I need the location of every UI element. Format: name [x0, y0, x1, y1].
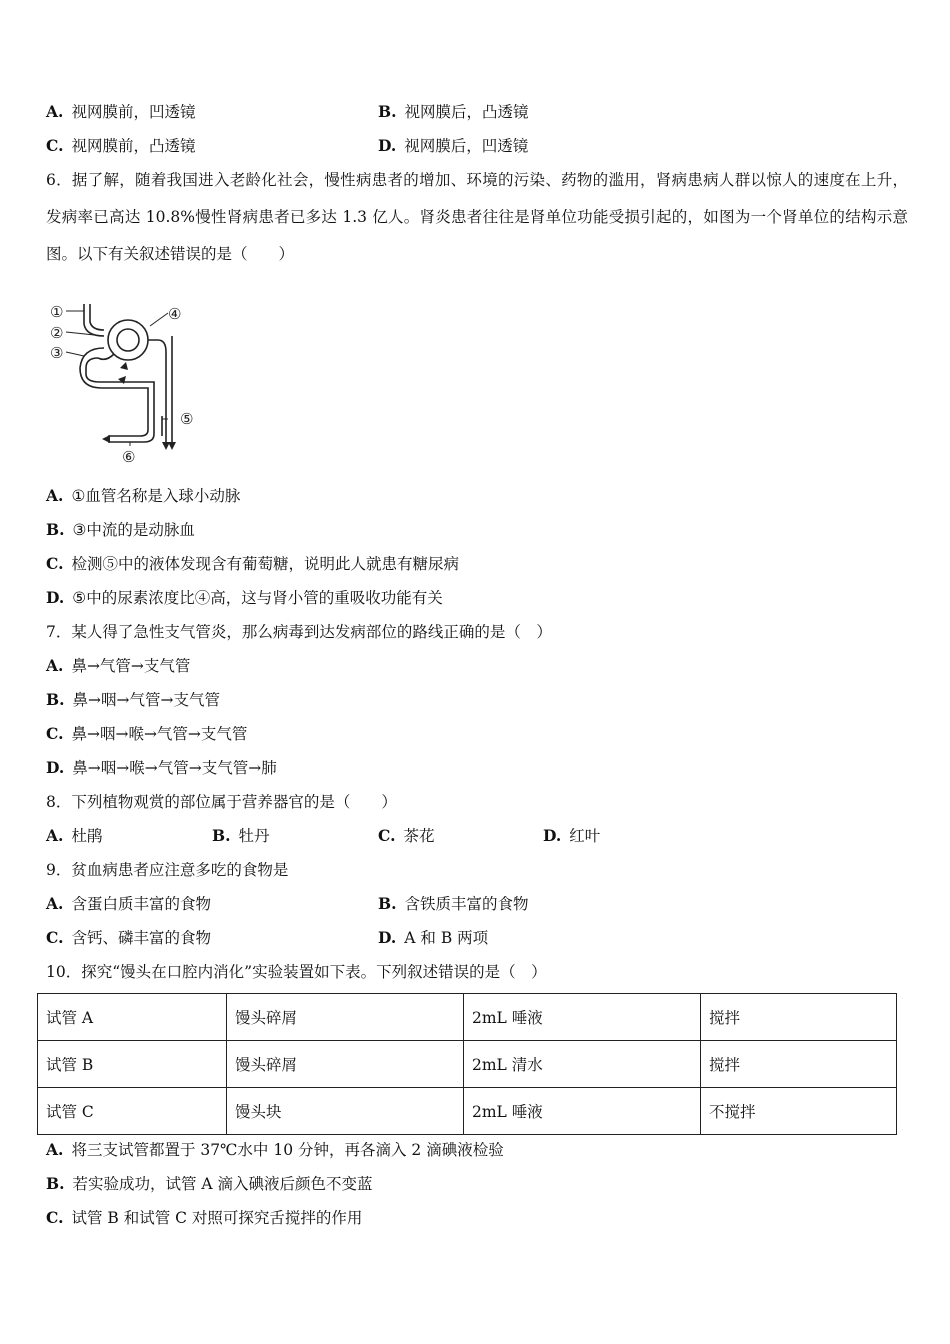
arrow-inner-icon: [120, 362, 128, 370]
table-cell: 不搅拌: [701, 1088, 897, 1135]
q9-option-c: C. 含钙、磷丰富的食物: [46, 928, 211, 947]
afferent-vessel-path: [84, 304, 104, 336]
q8-option-d: D. 红叶: [543, 826, 601, 845]
nephron-diagram: [46, 296, 218, 468]
q7-option-b: B. 鼻→咽→气管→支气管: [46, 690, 220, 709]
q7-option-d: D. 鼻→咽→喉→气管→支气管→肺: [46, 758, 277, 777]
q5-option-d: D. 视网膜后，凹透镜: [378, 136, 529, 155]
label-4: ④: [168, 305, 182, 323]
q8-option-a: A. 杜鹃: [46, 826, 103, 845]
table-cell: 馒头块: [227, 1088, 464, 1135]
arrow-left-icon: [102, 435, 110, 443]
q10-stem: 10．探究“馒头在口腔内消化”实验装置如下表。下列叙述错误的是（ ）: [46, 963, 547, 981]
q6-option-a: A. ①血管名称是入球小动脉: [46, 486, 241, 505]
label-1: ①: [50, 303, 64, 321]
q10-option-c: C. 试管 B 和试管 C 对照可探究舌搅拌的作用: [46, 1208, 363, 1227]
q9-option-a: A. 含蛋白质丰富的食物: [46, 894, 211, 913]
table-cell: 试管 A: [38, 994, 227, 1041]
table-cell: 馒头碎屑: [227, 994, 464, 1041]
leader-3: [66, 352, 84, 356]
q7-stem: 7．某人得了急性支气管炎，那么病毒到达发病部位的路线正确的是（ ）: [46, 623, 552, 641]
loop-inner-path: [80, 348, 148, 436]
table-cell: 试管 B: [38, 1041, 227, 1088]
q5-option-c: C. 视网膜前，凸透镜: [46, 136, 196, 155]
leader-4: [150, 313, 168, 326]
table-cell: 2mL 清水: [464, 1041, 701, 1088]
table-row: [38, 1041, 897, 1088]
table-cell: 搅拌: [701, 994, 897, 1041]
label-2: ②: [50, 324, 64, 342]
glomerulus: [117, 329, 139, 351]
table-cell: 馒头碎屑: [227, 1041, 464, 1088]
table-row: [38, 1088, 897, 1135]
q6-option-b: B. ③中流的是动脉血: [46, 520, 195, 539]
q5-option-b: B. 视网膜后，凸透镜: [378, 102, 529, 121]
q6-stem: 6．据了解，随着我国进入老龄化社会，慢性病患者的增加、环境的污染、药物的滥用，肾病患病人群以惊人的速度在上升，发病率已高达 10.8%慢性肾病患者已多达 1.3 亿人。肾炎患者往往是肾单位功能受损引起的，如图为一个肾单位的结构示意图。以下有关叙述错误的是（ ）: [46, 171, 908, 263]
q8-option-b: B. 牡丹: [212, 826, 270, 845]
table-cell: 搅拌: [701, 1041, 897, 1088]
q8-stem: 8．下列植物观赏的部位属于营养器官的是（ ）: [46, 793, 397, 811]
q6-option-d: D. ⑤中的尿素浓度比④高，这与肾小管的重吸收功能有关: [46, 588, 443, 607]
arrow-down-icon-2: [168, 442, 176, 450]
q8-option-c: C. 茶花: [378, 826, 435, 845]
q7-option-c: C. 鼻→咽→喉→气管→支气管: [46, 724, 248, 743]
q10-option-a: A. 将三支试管都置于 37℃水中 10 分钟，再各滴入 2 滴碘液检验: [46, 1140, 504, 1159]
leader-2: [66, 332, 104, 336]
efferent-vessel-path: [90, 304, 104, 330]
q10-option-b: B. 若实验成功，试管 A 滴入碘液后颜色不变蓝: [46, 1174, 373, 1193]
label-3: ③: [50, 344, 64, 362]
q9-option-b: B. 含铁质丰富的食物: [378, 894, 529, 913]
q7-option-a: A. 鼻→气管→支气管: [46, 656, 191, 675]
label-5: ⑤: [180, 410, 194, 428]
table-cell: 2mL 唾液: [464, 1088, 701, 1135]
table-cell: 试管 C: [38, 1088, 227, 1135]
tubule-right: [148, 340, 166, 446]
q6-option-c: C. 检测⑤中的液体发现含有葡萄糖，说明此人就患有糖尿病: [46, 554, 459, 573]
q5-option-a: A. 视网膜前，凹透镜: [46, 102, 196, 121]
outgoing-vessel: [98, 354, 114, 359]
table-row: [38, 994, 897, 1041]
q9-stem: 9．贫血病患者应注意多吃的食物是: [46, 861, 289, 879]
experiment-table: [37, 993, 897, 1135]
loop-path: [86, 358, 154, 442]
q9-option-d: D. A 和 B 两项: [378, 928, 489, 947]
table-cell: 2mL 唾液: [464, 994, 701, 1041]
label-6: ⑥: [122, 448, 136, 466]
